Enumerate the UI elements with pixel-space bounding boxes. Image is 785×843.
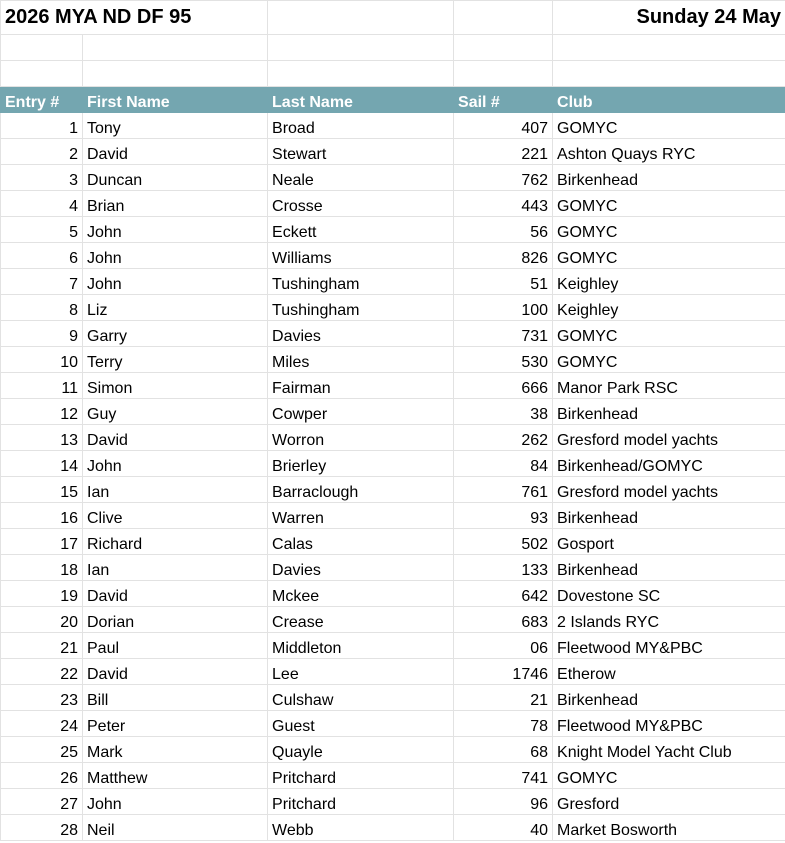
club-cell[interactable]: Birkenhead/GOMYC bbox=[553, 451, 785, 477]
last-name-cell[interactable]: Guest bbox=[268, 711, 454, 737]
cell[interactable] bbox=[1, 61, 83, 87]
last-name-cell[interactable]: Webb bbox=[268, 815, 454, 841]
last-name-cell[interactable]: Neale bbox=[268, 165, 454, 191]
sail-number-cell[interactable]: 262 bbox=[454, 425, 553, 451]
last-name-cell[interactable]: Cowper bbox=[268, 399, 454, 425]
title-row bbox=[1, 1, 785, 35]
entry-number-cell[interactable]: 13 bbox=[1, 425, 83, 451]
club-cell[interactable]: Birkenhead bbox=[553, 399, 785, 425]
cell[interactable] bbox=[454, 61, 553, 87]
table-row bbox=[1, 477, 785, 503]
first-name-cell[interactable]: Clive bbox=[83, 503, 268, 529]
entry-number-cell[interactable]: 28 bbox=[1, 815, 83, 841]
first-name-cell[interactable]: Ian bbox=[83, 555, 268, 581]
first-name-cell[interactable]: Tony bbox=[83, 113, 268, 139]
table-row bbox=[1, 347, 785, 373]
table-row bbox=[1, 217, 785, 243]
table-row bbox=[1, 113, 785, 139]
table-row bbox=[1, 165, 785, 191]
sail-number-cell[interactable]: 100 bbox=[454, 295, 553, 321]
sail-number-cell[interactable]: 666 bbox=[454, 373, 553, 399]
sail-number-cell[interactable]: 51 bbox=[454, 269, 553, 295]
header-sail-number[interactable]: Sail # bbox=[454, 87, 553, 113]
last-name-cell[interactable]: Barraclough bbox=[268, 477, 454, 503]
sail-number-cell[interactable]: 21 bbox=[454, 685, 553, 711]
sail-number-cell[interactable]: 761 bbox=[454, 477, 553, 503]
entry-number-cell[interactable]: 20 bbox=[1, 607, 83, 633]
table-row bbox=[1, 373, 785, 399]
sail-number-cell[interactable]: 741 bbox=[454, 763, 553, 789]
entry-number-cell[interactable]: 10 bbox=[1, 347, 83, 373]
first-name-cell[interactable]: Brian bbox=[83, 191, 268, 217]
last-name-cell[interactable]: Tushingham bbox=[268, 295, 454, 321]
club-cell[interactable]: Market Bosworth bbox=[553, 815, 785, 841]
entry-number-cell[interactable]: 9 bbox=[1, 321, 83, 347]
first-name-cell[interactable]: John bbox=[83, 269, 268, 295]
club-cell[interactable]: Birkenhead bbox=[553, 555, 785, 581]
sail-number-cell[interactable]: 443 bbox=[454, 191, 553, 217]
sail-number-cell[interactable]: 38 bbox=[454, 399, 553, 425]
last-name-cell[interactable]: Davies bbox=[268, 321, 454, 347]
entry-number-cell[interactable]: 4 bbox=[1, 191, 83, 217]
club-cell[interactable]: GOMYC bbox=[553, 217, 785, 243]
club-cell[interactable]: Birkenhead bbox=[553, 685, 785, 711]
table-row bbox=[1, 711, 785, 737]
last-name-cell[interactable]: Lee bbox=[268, 659, 454, 685]
last-name-cell[interactable]: Brierley bbox=[268, 451, 454, 477]
table-row bbox=[1, 685, 785, 711]
sail-number-cell[interactable]: 530 bbox=[454, 347, 553, 373]
entry-number-cell[interactable]: 21 bbox=[1, 633, 83, 659]
cell[interactable] bbox=[83, 35, 268, 61]
entry-number-cell[interactable]: 17 bbox=[1, 529, 83, 555]
last-name-cell[interactable]: Crosse bbox=[268, 191, 454, 217]
entry-number-cell[interactable]: 14 bbox=[1, 451, 83, 477]
table-row bbox=[1, 789, 785, 815]
last-name-cell[interactable]: Pritchard bbox=[268, 789, 454, 815]
cell[interactable] bbox=[553, 35, 785, 61]
first-name-cell[interactable]: Garry bbox=[83, 321, 268, 347]
sail-number-cell[interactable]: 56 bbox=[454, 217, 553, 243]
cell[interactable] bbox=[268, 61, 454, 87]
first-name-cell[interactable]: Guy bbox=[83, 399, 268, 425]
cell[interactable] bbox=[454, 35, 553, 61]
table-row bbox=[1, 555, 785, 581]
club-cell[interactable]: GOMYC bbox=[553, 321, 785, 347]
header-entry-number[interactable]: Entry # bbox=[1, 87, 83, 113]
sail-number-cell[interactable]: 826 bbox=[454, 243, 553, 269]
table-row bbox=[1, 607, 785, 633]
first-name-cell[interactable]: John bbox=[83, 451, 268, 477]
entry-number-cell[interactable]: 1 bbox=[1, 113, 83, 139]
sail-number-cell[interactable]: 06 bbox=[454, 633, 553, 659]
first-name-cell[interactable]: Dorian bbox=[83, 607, 268, 633]
entry-number-cell[interactable]: 27 bbox=[1, 789, 83, 815]
last-name-cell[interactable]: Tushingham bbox=[268, 269, 454, 295]
club-cell[interactable]: Birkenhead bbox=[553, 165, 785, 191]
sail-number-cell[interactable]: 683 bbox=[454, 607, 553, 633]
club-cell[interactable]: Gresford bbox=[553, 789, 785, 815]
first-name-cell[interactable]: Neil bbox=[83, 815, 268, 841]
entry-number-cell[interactable]: 23 bbox=[1, 685, 83, 711]
entry-number-cell[interactable]: 3 bbox=[1, 165, 83, 191]
table-row bbox=[1, 425, 785, 451]
first-name-cell[interactable]: Terry bbox=[83, 347, 268, 373]
club-cell[interactable]: GOMYC bbox=[553, 763, 785, 789]
club-cell[interactable]: GOMYC bbox=[553, 113, 785, 139]
club-cell[interactable]: Knight Model Yacht Club bbox=[553, 737, 785, 763]
first-name-cell[interactable]: Mark bbox=[83, 737, 268, 763]
last-name-cell[interactable]: Culshaw bbox=[268, 685, 454, 711]
last-name-cell[interactable]: Middleton bbox=[268, 633, 454, 659]
club-cell[interactable]: Manor Park RSC bbox=[553, 373, 785, 399]
first-name-cell[interactable]: Simon bbox=[83, 373, 268, 399]
sail-number-cell[interactable]: 221 bbox=[454, 139, 553, 165]
table-row bbox=[1, 295, 785, 321]
table-row bbox=[1, 659, 785, 685]
header-first-name[interactable]: First Name bbox=[83, 87, 268, 113]
club-cell[interactable]: Fleetwood MY&PBC bbox=[553, 633, 785, 659]
entry-number-cell[interactable]: 7 bbox=[1, 269, 83, 295]
header-last-name[interactable]: Last Name bbox=[268, 87, 454, 113]
club-cell[interactable]: Gresford model yachts bbox=[553, 425, 785, 451]
last-name-cell[interactable]: Mckee bbox=[268, 581, 454, 607]
first-name-cell[interactable]: David bbox=[83, 425, 268, 451]
first-name-cell[interactable]: John bbox=[83, 789, 268, 815]
last-name-cell[interactable]: Crease bbox=[268, 607, 454, 633]
last-name-cell[interactable]: Eckett bbox=[268, 217, 454, 243]
club-cell[interactable]: Gresford model yachts bbox=[553, 477, 785, 503]
sail-number-cell[interactable]: 762 bbox=[454, 165, 553, 191]
table-row bbox=[1, 399, 785, 425]
blank-row bbox=[1, 61, 785, 87]
cell[interactable] bbox=[268, 35, 454, 61]
entry-number-cell[interactable]: 16 bbox=[1, 503, 83, 529]
sail-number-cell[interactable]: 502 bbox=[454, 529, 553, 555]
entry-number-cell[interactable]: 12 bbox=[1, 399, 83, 425]
last-name-cell[interactable]: Quayle bbox=[268, 737, 454, 763]
entry-number-cell[interactable]: 15 bbox=[1, 477, 83, 503]
first-name-cell[interactable]: Duncan bbox=[83, 165, 268, 191]
header-row bbox=[1, 87, 785, 113]
cell[interactable] bbox=[83, 61, 268, 87]
entry-number-cell[interactable]: 2 bbox=[1, 139, 83, 165]
first-name-cell[interactable]: Paul bbox=[83, 633, 268, 659]
first-name-cell[interactable]: Liz bbox=[83, 295, 268, 321]
first-name-cell[interactable]: Richard bbox=[83, 529, 268, 555]
entry-number-cell[interactable]: 11 bbox=[1, 373, 83, 399]
table-row bbox=[1, 451, 785, 477]
first-name-cell[interactable]: John bbox=[83, 243, 268, 269]
table-row bbox=[1, 763, 785, 789]
last-name-cell[interactable]: Fairman bbox=[268, 373, 454, 399]
entry-number-cell[interactable]: 19 bbox=[1, 581, 83, 607]
table-row bbox=[1, 633, 785, 659]
sail-number-cell[interactable]: 1746 bbox=[454, 659, 553, 685]
last-name-cell[interactable]: Pritchard bbox=[268, 763, 454, 789]
table-row bbox=[1, 815, 785, 841]
cell[interactable] bbox=[268, 1, 454, 35]
table-row bbox=[1, 191, 785, 217]
entry-number-cell[interactable]: 24 bbox=[1, 711, 83, 737]
table-row bbox=[1, 269, 785, 295]
first-name-cell[interactable]: Bill bbox=[83, 685, 268, 711]
last-name-cell[interactable]: Warren bbox=[268, 503, 454, 529]
club-cell[interactable]: Fleetwood MY&PBC bbox=[553, 711, 785, 737]
club-cell[interactable]: Gosport bbox=[553, 529, 785, 555]
sail-number-cell[interactable]: 84 bbox=[454, 451, 553, 477]
table-row bbox=[1, 243, 785, 269]
first-name-cell[interactable]: David bbox=[83, 139, 268, 165]
entry-number-cell[interactable]: 5 bbox=[1, 217, 83, 243]
first-name-cell[interactable]: John bbox=[83, 217, 268, 243]
table-row bbox=[1, 737, 785, 763]
last-name-cell[interactable]: Davies bbox=[268, 555, 454, 581]
cell[interactable] bbox=[553, 61, 785, 87]
last-name-cell[interactable]: Calas bbox=[268, 529, 454, 555]
sail-number-cell[interactable]: 78 bbox=[454, 711, 553, 737]
header-club[interactable]: Club bbox=[553, 87, 785, 113]
entry-number-cell[interactable]: 6 bbox=[1, 243, 83, 269]
club-cell[interactable]: Birkenhead bbox=[553, 503, 785, 529]
club-cell[interactable]: Dovestone SC bbox=[553, 581, 785, 607]
entry-number-cell[interactable]: 18 bbox=[1, 555, 83, 581]
sail-number-cell[interactable]: 642 bbox=[454, 581, 553, 607]
entry-number-cell[interactable]: 8 bbox=[1, 295, 83, 321]
table-row bbox=[1, 139, 785, 165]
sail-number-cell[interactable]: 68 bbox=[454, 737, 553, 763]
table-row bbox=[1, 529, 785, 555]
club-cell[interactable]: Etherow bbox=[553, 659, 785, 685]
club-cell[interactable]: GOMYC bbox=[553, 191, 785, 217]
sheet-title-cell[interactable]: 2026 MYA ND DF 95 bbox=[1, 1, 268, 35]
last-name-cell[interactable]: Miles bbox=[268, 347, 454, 373]
table-row bbox=[1, 321, 785, 347]
club-cell[interactable]: Keighley bbox=[553, 295, 785, 321]
sail-number-cell[interactable]: 40 bbox=[454, 815, 553, 841]
club-cell[interactable]: Ashton Quays RYC bbox=[553, 139, 785, 165]
sheet-date-cell[interactable]: Sunday 24 May bbox=[553, 1, 785, 35]
table-row bbox=[1, 503, 785, 529]
sheet-body bbox=[1, 1, 785, 841]
first-name-cell[interactable]: Peter bbox=[83, 711, 268, 737]
entry-number-cell[interactable]: 22 bbox=[1, 659, 83, 685]
first-name-cell[interactable]: Matthew bbox=[83, 763, 268, 789]
entry-number-cell[interactable]: 26 bbox=[1, 763, 83, 789]
sail-number-cell[interactable]: 407 bbox=[454, 113, 553, 139]
table-row bbox=[1, 581, 785, 607]
cell[interactable] bbox=[1, 35, 83, 61]
last-name-cell[interactable]: Williams bbox=[268, 243, 454, 269]
last-name-cell[interactable]: Broad bbox=[268, 113, 454, 139]
first-name-cell[interactable]: David bbox=[83, 659, 268, 685]
sail-number-cell[interactable]: 93 bbox=[454, 503, 553, 529]
club-cell[interactable]: Keighley bbox=[553, 269, 785, 295]
first-name-cell[interactable]: Ian bbox=[83, 477, 268, 503]
first-name-cell[interactable]: David bbox=[83, 581, 268, 607]
sail-number-cell[interactable]: 133 bbox=[454, 555, 553, 581]
blank-row bbox=[1, 35, 785, 61]
sail-number-cell[interactable]: 96 bbox=[454, 789, 553, 815]
club-cell[interactable]: 2 Islands RYC bbox=[553, 607, 785, 633]
last-name-cell[interactable]: Stewart bbox=[268, 139, 454, 165]
last-name-cell[interactable]: Worron bbox=[268, 425, 454, 451]
entry-number-cell[interactable]: 25 bbox=[1, 737, 83, 763]
cell[interactable] bbox=[454, 1, 553, 35]
club-cell[interactable]: GOMYC bbox=[553, 243, 785, 269]
sail-number-cell[interactable]: 731 bbox=[454, 321, 553, 347]
club-cell[interactable]: GOMYC bbox=[553, 347, 785, 373]
